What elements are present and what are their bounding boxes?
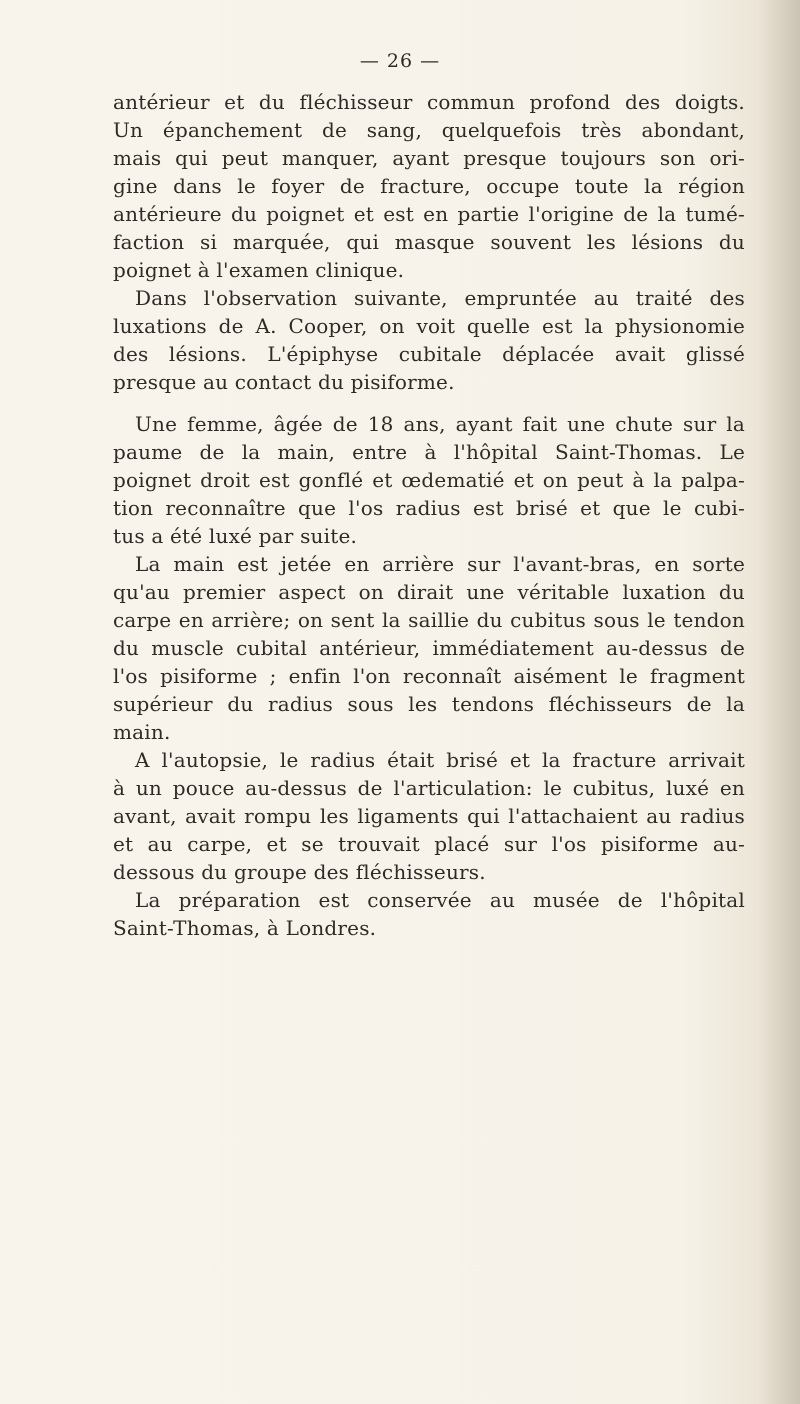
text-line: supérieur du radius sous les tendons fléchisseurs de la: [113, 692, 745, 716]
paragraph: [113, 746, 745, 886]
text-line: Une femme, âgée de 18 ans, ayant fait une chute sur la: [135, 412, 745, 436]
text-line: Un épanchement de sang, quelquefois très abondant,: [113, 118, 745, 142]
text-line: à un pouce au-dessus de l'articulation: le cubitus, luxé en: [113, 776, 745, 800]
text-line: presque au contact du pisiforme.: [113, 370, 455, 394]
text-line: La préparation est conservée au musée de l'hôpital: [135, 888, 745, 912]
text-line: Dans l'observation suivante, empruntée au traité des: [135, 286, 745, 310]
text-line: gine dans le foyer de fracture, occupe toute la région: [113, 174, 745, 198]
text-line: poignet droit est gonflé et œdematié et on peut à la palpa-: [113, 468, 745, 492]
text-line: faction si marquée, qui masque souvent les lésions du: [113, 230, 745, 254]
paragraph: [113, 550, 745, 746]
paragraph: [113, 886, 745, 942]
page-edge-shadow: [758, 0, 800, 1404]
text-line: tus a été luxé par suite.: [113, 524, 358, 548]
text-line: A l'autopsie, le radius était brisé et la fracture arrivait: [135, 748, 745, 772]
text-line: luxations de A. Cooper, on voit quelle est la physionomie: [113, 314, 745, 338]
paragraph: [113, 410, 745, 550]
text-line: dessous du groupe des fléchisseurs.: [113, 860, 486, 884]
paragraph: [113, 284, 745, 396]
text-line: l'os pisiforme ; enfin l'on reconnaît aisément le fragment: [113, 664, 745, 688]
text-line: tion reconnaître que l'os radius est brisé et que le cubi-: [113, 496, 745, 520]
text-line: qu'au premier aspect on dirait une véritable luxation du: [113, 580, 745, 604]
text-line: poignet à l'examen clinique.: [113, 258, 405, 282]
page-number: — 26 —: [359, 50, 441, 72]
text-line: des lésions. L'épiphyse cubitale déplacée avait glissé: [113, 342, 745, 366]
text-line: main.: [113, 720, 171, 744]
text-line: mais qui peut manquer, ayant presque toujours son ori-: [113, 146, 745, 170]
text-line: paume de la main, entre à l'hôpital Saint-Thomas. Le: [113, 440, 745, 464]
text-line: antérieure du poignet et est en partie l'origine de la tumé-: [113, 202, 745, 226]
body-text: [113, 88, 745, 942]
text-line: et au carpe, et se trouvait placé sur l'os pisiforme au-: [113, 832, 745, 856]
paragraph: [113, 88, 745, 284]
text-line: Saint-Thomas, à Londres.: [113, 916, 377, 940]
text-line: antérieur et du fléchisseur commun profond des doigts.: [113, 90, 745, 114]
text-line: La main est jetée en arrière sur l'avant-bras, en sorte: [135, 552, 745, 576]
text-line: du muscle cubital antérieur, immédiatement au-dessus de: [113, 636, 745, 660]
text-line: avant, avait rompu les ligaments qui l'attachaient au radius: [113, 804, 745, 828]
text-line: carpe en arrière; on sent la saillie du cubitus sous le tendon: [113, 608, 745, 632]
paragraph-gap: [113, 396, 745, 410]
